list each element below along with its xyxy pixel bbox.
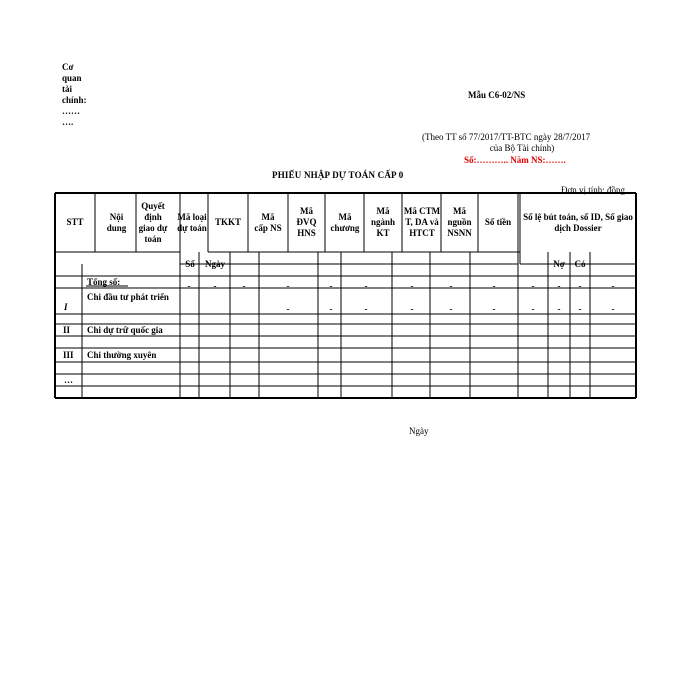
subheader-debit: Nợ bbox=[553, 258, 565, 269]
regulation-line-1: (Theo TT số 77/2017/TT-BTC ngày 28/7/2017 bbox=[422, 132, 591, 142]
dash-cell: - bbox=[578, 281, 582, 291]
column-header-decision: Quyết định giao dự toán bbox=[138, 200, 168, 244]
column-header-dossier: Số lệ bút toán, số ID, Số giao dịch Dossier bbox=[523, 211, 633, 233]
row-label: Chi dự trữ quốc gia bbox=[87, 325, 163, 335]
column-header-tkkt: TKKT bbox=[214, 217, 241, 227]
row-index: I bbox=[64, 302, 68, 312]
dash-cell: - bbox=[329, 281, 333, 291]
column-header-program: Mã CTM T, DA và HTCT bbox=[403, 206, 441, 238]
dash-cell: - bbox=[611, 281, 615, 291]
unit-label: Đơn vị tính: đồng bbox=[561, 185, 626, 195]
dash-cell: - bbox=[242, 281, 246, 291]
date-label: Ngày bbox=[409, 426, 429, 436]
dash-cell: - bbox=[449, 304, 453, 314]
column-header-budget-unit: Mã ĐVQ HNS bbox=[296, 206, 317, 238]
dash-cell: - bbox=[286, 281, 290, 291]
row-index: II bbox=[63, 325, 71, 335]
column-header-chapter: Mã chương bbox=[330, 211, 360, 233]
subheader-date: Ngày bbox=[205, 258, 225, 269]
dash-cell: - bbox=[187, 281, 191, 291]
org-line: …. bbox=[62, 117, 74, 127]
org-line: tài bbox=[62, 84, 72, 94]
row-label: Chi đầu tư phát triển bbox=[87, 292, 169, 302]
column-header-sector: Mã ngành KT bbox=[370, 206, 396, 238]
dash-cell: - bbox=[286, 304, 290, 314]
subheader-number: Số bbox=[185, 258, 195, 269]
column-header-stt: STT bbox=[66, 217, 84, 227]
column-header-fund-source: Mã nguồn NSNN bbox=[447, 206, 472, 238]
page-title: PHIẾU NHẬP DỰ TOÁN CẤP 0 bbox=[272, 170, 404, 180]
dash-cell: - bbox=[531, 304, 535, 314]
dash-cell: - bbox=[492, 281, 496, 291]
dash-cell: - bbox=[213, 281, 217, 291]
column-header-amount: Số tiền bbox=[484, 217, 512, 227]
dash-cell: - bbox=[492, 304, 496, 314]
dash-cell: - bbox=[410, 304, 414, 314]
column-header-budget-level: Mã cấp NS bbox=[254, 211, 282, 233]
org-line: Cơ bbox=[62, 62, 74, 72]
dash-cell: - bbox=[364, 304, 368, 314]
org-line: quan bbox=[62, 73, 82, 83]
dash-cell: - bbox=[329, 304, 333, 314]
org-line: …… bbox=[62, 106, 80, 116]
subheader-credit: Có bbox=[574, 258, 586, 269]
dash-cell: - bbox=[449, 281, 453, 291]
org-line: chính: bbox=[62, 95, 87, 105]
form-code: Mẫu C6-02/NS bbox=[468, 90, 526, 100]
column-header-content: Nội dung bbox=[106, 211, 127, 233]
dash-cell: - bbox=[531, 281, 535, 291]
dash-cell: - bbox=[611, 304, 615, 314]
dash-cell: - bbox=[364, 281, 368, 291]
regulation-line-2: của Bộ Tài chính) bbox=[489, 143, 555, 153]
total-label: Tổng số: bbox=[87, 277, 121, 287]
column-header-estimate-type: Mã loại dự toán bbox=[177, 211, 207, 233]
dash-cell: - bbox=[410, 281, 414, 291]
dash-cell: - bbox=[578, 304, 582, 314]
document-number-line: Số:……….. Năm NS:……. bbox=[464, 155, 566, 165]
row-index: … bbox=[64, 375, 73, 385]
dash-cell: - bbox=[557, 281, 561, 291]
row-label: Chi thường xuyên bbox=[87, 350, 157, 360]
row-index: III bbox=[63, 350, 74, 360]
dash-cell: - bbox=[557, 304, 561, 314]
